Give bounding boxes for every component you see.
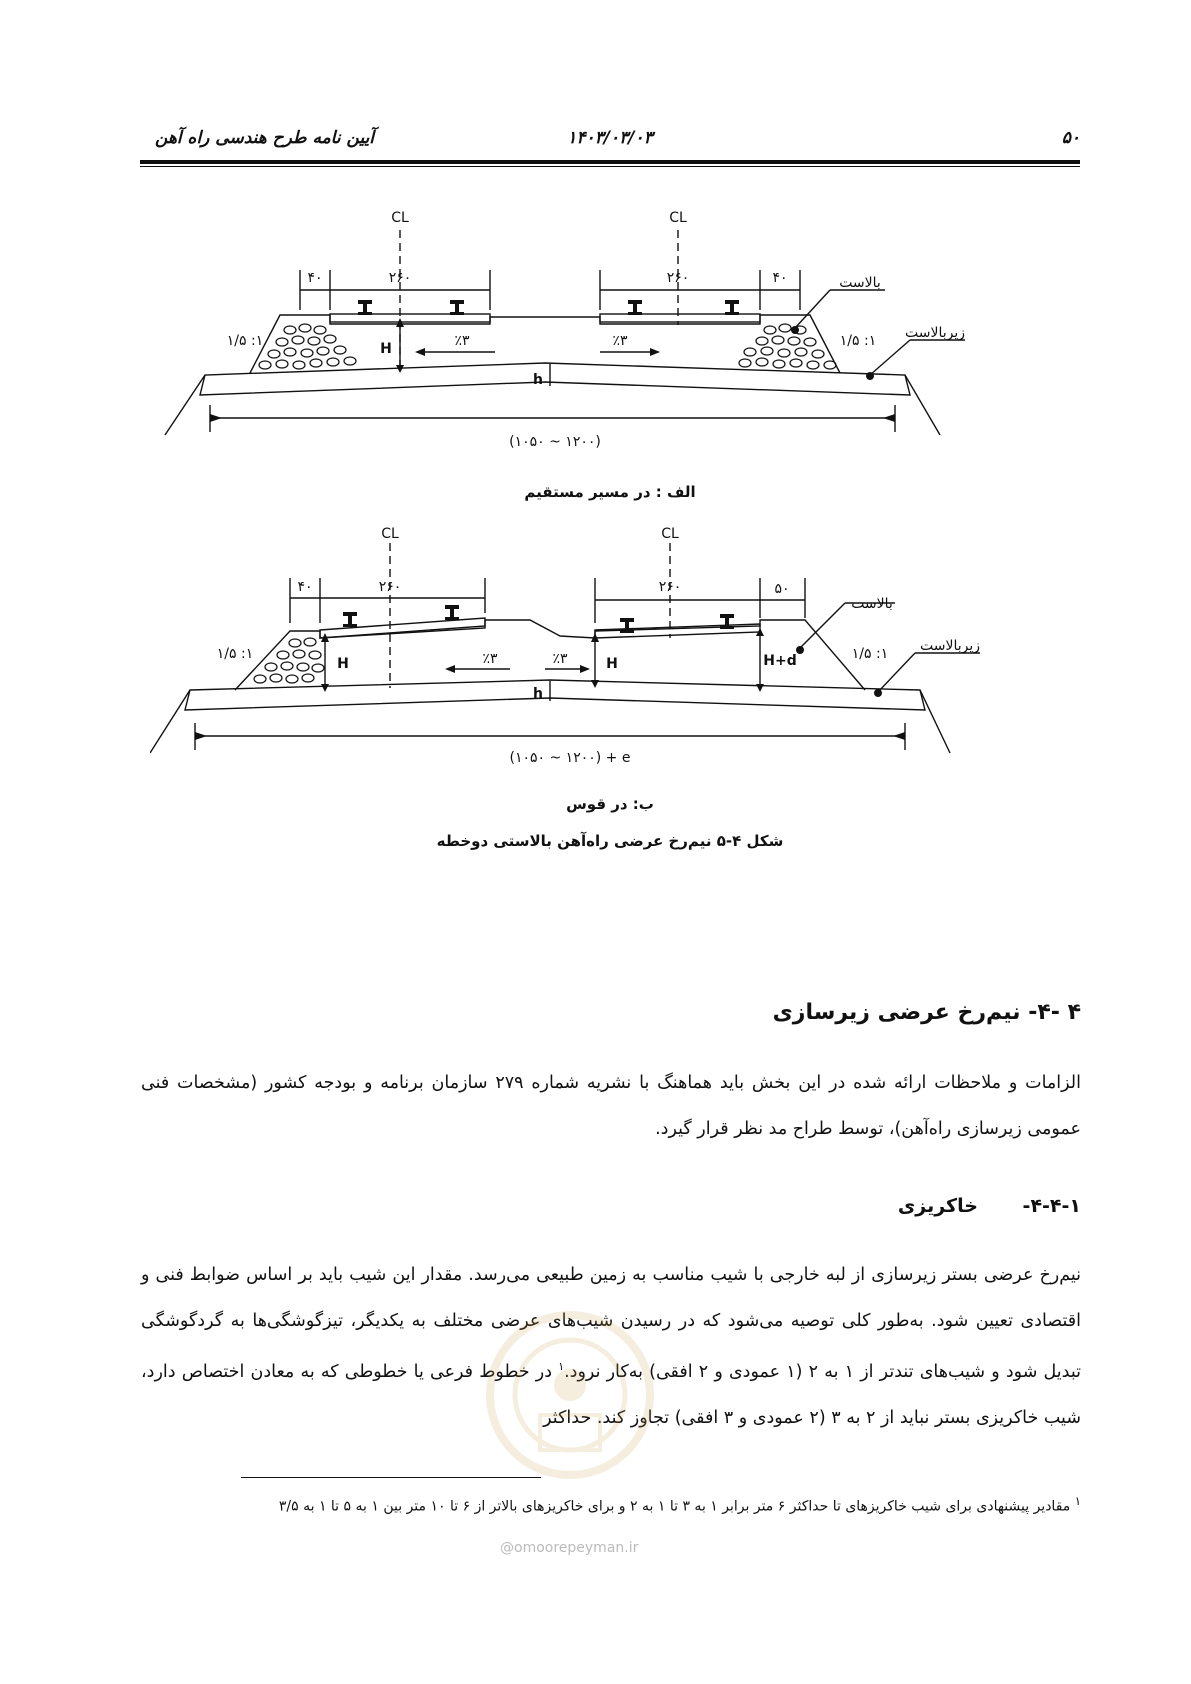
section-heading: [773, 1000, 1081, 1025]
section-paragraph: الزامات و ملاحظات ارائه شده در این بخش باید هماهنگ با نشریه شماره ۲۷۹ سازمان برنامه و بودجه کشور (مشخصات فنی عمومی زیرسازی راه‌آهن)، توسط طراح مد نظر قرار گیرد.: [141, 1073, 1081, 1139]
side-slope-label: ۱: ۱/۵: [226, 333, 264, 349]
dim-label: ۴۰: [772, 270, 788, 286]
dim-label: ۵۰: [774, 581, 790, 597]
dim-label: ۴۰: [297, 579, 313, 595]
ballast-label: بالاست: [851, 596, 893, 612]
watermark-seal-icon: [480, 1305, 660, 1485]
subballast-label: زیربالاست: [919, 638, 981, 654]
page-header: [140, 128, 1080, 154]
footnote-ref[interactable]: ۱: [558, 1360, 565, 1373]
footnote-rule: [241, 1477, 541, 1478]
figure-b-curve-cross-section: [150, 518, 1050, 768]
width-label: (۱۰۵۰ ~ ۱۲۰۰): [509, 434, 601, 450]
H-label: H: [337, 656, 349, 672]
page-number: ۵۰: [1061, 128, 1080, 148]
section-title: نیم‌رخ عرضی زیرسازی: [772, 1000, 1021, 1025]
cl-label: CL: [669, 210, 687, 226]
dim-label: ۲۶۰: [658, 579, 682, 595]
dim-label: ۴۰: [307, 270, 323, 286]
dim-label: ۲۶۰: [378, 579, 402, 595]
cross-slope-label: ٪۳: [612, 333, 628, 349]
H-plus-d-label: H+d: [763, 653, 797, 669]
dim-label: ۲۶۰: [666, 270, 690, 286]
subsection-title: خاکریزی: [897, 1195, 978, 1217]
width-label: (۱۰۵۰ ~ ۱۲۰۰) + e: [509, 750, 631, 766]
section-number: ۴ -۴-: [1028, 1000, 1081, 1025]
subballast-label: زیربالاست: [904, 325, 966, 341]
cross-slope-label: ٪۳: [552, 651, 568, 667]
cl-label: CL: [381, 526, 399, 542]
watermark-text: @omoorepeyman.ir: [500, 1540, 639, 1556]
dim-label: ۲۶۰: [388, 270, 412, 286]
ballast-label: بالاست: [839, 275, 881, 291]
header-date: ۱۴۰۳/۰۳/۰۳: [567, 128, 653, 148]
paragraph-text: در خطوط فرعی یا خطوطی که به معادن اختصاص دارد، شیب خاکریزی بستر نباید از ۲ به ۳ (۲ عمودی و ۳ افقی) تجاوز کند. حداکثر: [141, 1361, 1081, 1428]
cl-label: CL: [661, 526, 679, 542]
figure-a-caption: الف : در مسیر مستقیم: [524, 483, 696, 501]
h-label: h: [533, 372, 543, 388]
header-title: آیین نامه طرح هندسی راه آهن: [155, 128, 375, 148]
footnote-text: مقادیر پیشنهادی برای شیب خاکریزهای تا حداکثر ۶ متر برابر ۱ به ۳ تا ۱ به ۲ و برای خاکریزهای بالاتر از ۶ تا ۱۰ متر بین ۱ به ۵ تا ۱ به ۳/۵: [278, 1498, 1071, 1515]
cross-slope-label: ٪۳: [454, 333, 470, 349]
cross-slope-label: ٪۳: [482, 651, 498, 667]
subsection-heading: [898, 1195, 1081, 1217]
figure-b-caption: ب: در قوس: [566, 795, 654, 813]
figure-caption: شکل ۴-۵ نیم‌رخ عرضی راه‌آهن بالاستی دوخطه: [436, 832, 784, 850]
subsection-number: ۴-۴-۱-: [1022, 1195, 1081, 1217]
header-rule-thin: [140, 166, 1080, 167]
footnote: [141, 1486, 1081, 1522]
footnote-marker: ۱: [1074, 1494, 1081, 1508]
header-rule-thick: [140, 160, 1080, 164]
cl-label: CL: [391, 210, 409, 226]
H-label: H: [380, 341, 392, 357]
side-slope-label: ۱: ۱/۵: [851, 646, 889, 662]
side-slope-label: ۱: ۱/۵: [839, 333, 877, 349]
side-slope-label: ۱: ۱/۵: [216, 646, 254, 662]
paragraph-text: نیم‌رخ عرضی بستر زیرسازی از لبه خارجی با شیب مناسب به زمین طبیعی می‌رسد. مقدار این شیب باید بر اساس ضوابط فنی و اقتصادی تعیین شود. به‌طور کلی توصیه می‌شود که در رسیدن شیب‌های عرضی مختلف به یکدیگر، تیزگوشگی‌ها به گردگوشگی تبدیل شود و شیب‌های تندتر از ۱ به ۲ (۱ عمودی و ۲ افقی) به‌کار نرود.: [141, 1265, 1081, 1382]
h-label: h: [533, 686, 543, 702]
figure-a-straight-cross-section: [150, 200, 1050, 460]
H-label: H: [606, 656, 618, 672]
